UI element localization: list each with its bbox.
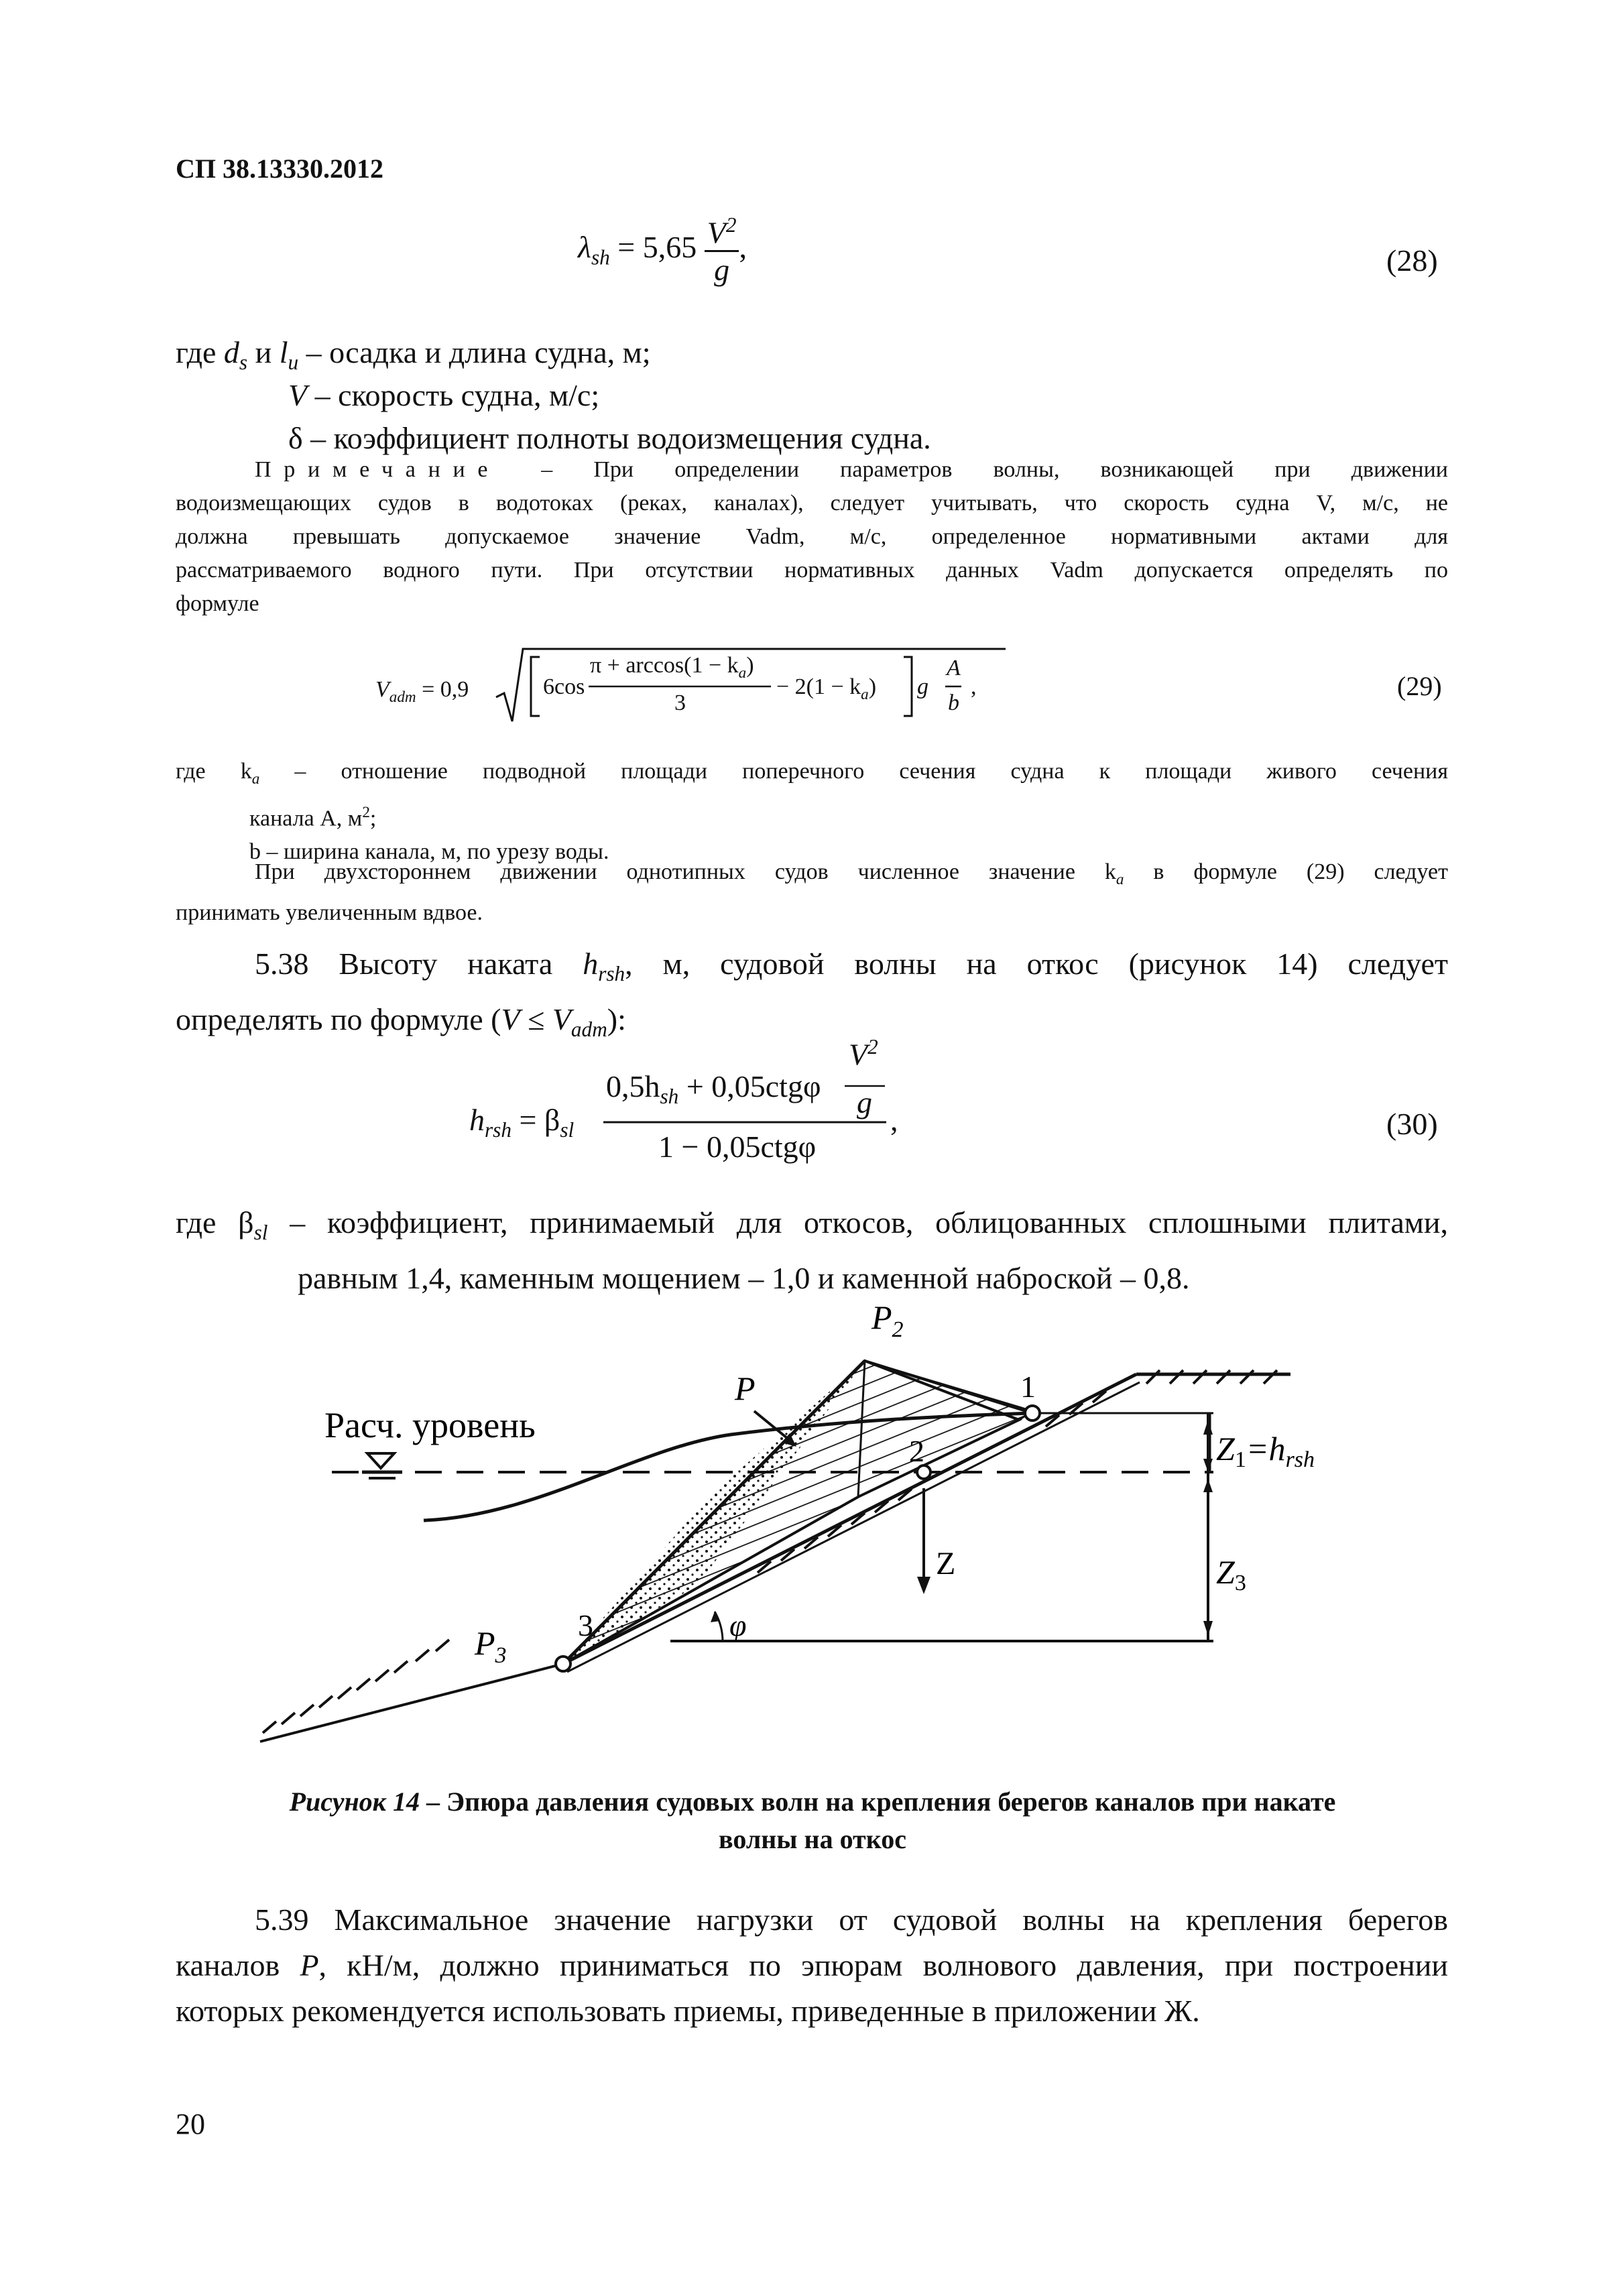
label-p3: $P_3$	[475, 1624, 507, 1668]
water-level-symbol	[362, 1453, 402, 1478]
label-point-1: 1	[1020, 1370, 1036, 1404]
page-number: 20	[176, 2108, 205, 2140]
equation-29-number: (29)	[1397, 671, 1442, 701]
note-block: Примечание – При определении параметров волны, возникающей при движении водоизмещающих судов в водотоках (реках, каналах), следует учитывать, что скорость судна V, м/с, не должна превышать допускаемое значение Vadm, м/с, определенное нормативными актами для рассматриваемого водного пути. При отсутствии нормативных данных Vadm допускается определять по формуле	[176, 457, 1448, 616]
dimension-line	[1203, 1413, 1213, 1641]
label-point-3: 3	[578, 1608, 593, 1642]
z-axis-arrow	[917, 1488, 930, 1594]
label-p2: $P_2$	[871, 1298, 904, 1342]
definition-beta: где $\beta_{sl}$ – коэффициент, принимаемый для откосов, облицованных сплошными плитами, равным 1,4, каменным мощением – 1,0 и каменной наброской – 0,8.	[176, 1205, 1448, 1296]
pressure-epure	[563, 1361, 1032, 1664]
paragraph-5-38: 5.38 Высоту наката $h_{rsh}$, м, судовой волны на откос (рисунок 14) следует определять по формуле $(V \le V_{adm})$:	[176, 947, 1449, 1042]
equation-30: $h_{rsh} = \beta_{sl}$ $0,5h_{sh} + 0,05ctg\varphi$ $V^2$ g 1 − 0,05ctgφ ,	[469, 1036, 939, 1184]
paragraph-two-way-traffic: При двухстороннем движении однотипных судов численное значение $k_a$ в формуле (29) следует принимать увеличенным вдвое.	[176, 859, 1448, 925]
figure-caption: Рисунок 14 – Эпюра давления судовых волн на крепления берегов каналов при накате волны на откос	[289, 1787, 1336, 1854]
document-header: СП 38.13330.2012	[176, 154, 383, 184]
label-z3: $Z_3$	[1216, 1553, 1246, 1595]
label-phi: φ	[729, 1608, 747, 1642]
point-3-marker	[556, 1656, 570, 1671]
equation-28-number: (28)	[1386, 243, 1438, 278]
point-1-marker	[1025, 1406, 1040, 1421]
label-z1: $Z_1=h_{rsh}$	[1216, 1430, 1315, 1472]
paragraph-5-39: 5.39 Максимальное значение нагрузки от судовой волны на крепления берегов каналов P, кН/м, должно приниматься по эпюрам волнового давления, при построении которых рекомендуется использовать приемы, приведенные в приложении Ж.	[176, 1902, 1449, 2028]
equation-30-number: (30)	[1386, 1107, 1438, 1141]
note-heading: Примечание	[255, 457, 501, 482]
equation-29: $V_{adm} = 0,9$ 6cos $\pi + \arccos(1 - k_a)$ 3 − $2(1 - k_a)$ g A b ,	[375, 642, 1046, 743]
label-z: Z	[936, 1546, 956, 1581]
label-point-2: 2	[909, 1434, 924, 1468]
equation-28: $\lambda_{sh} = 5,65$ $\frac{V^2}{g}$ ,	[578, 213, 747, 288]
definition-v: V – скорость судна, м/с;	[288, 378, 600, 412]
definition-delta: δ – коэффициент полноты водоизмещения судна.	[288, 421, 931, 455]
definition-ds-lu: где $d_s$ и $l_u$ – осадка и длина судна, м;	[176, 335, 651, 375]
design-level-label: Расч. уровень	[324, 1405, 536, 1445]
definition-ka: где $k_a$ – отношение подводной площади поперечного сечения судна к площади живого сечения канала A, $м^2$; b – ширина канала, м, по урезу воды.	[176, 759, 1448, 865]
label-p: P	[735, 1370, 756, 1407]
